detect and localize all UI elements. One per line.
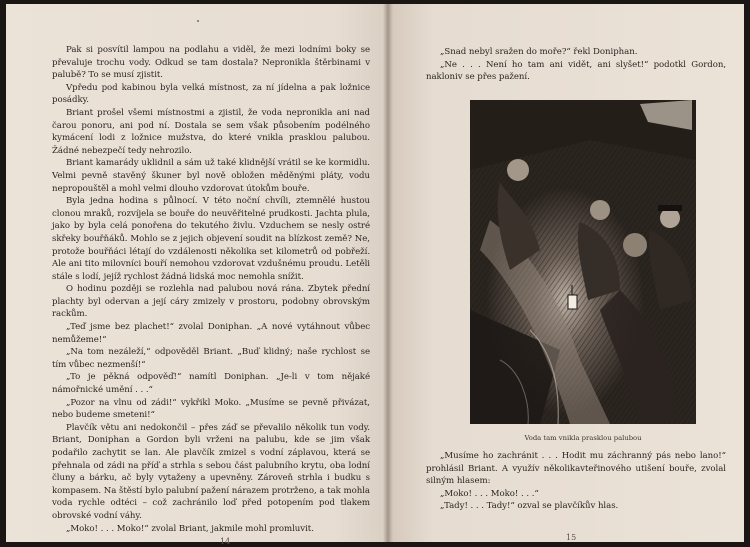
paragraph: O hodinu později se rozlehla nad palubou nová rána. Zbytek přední plachty byl odervan a její cáry zmizely v prostoru, podobny obrovským rackům. [52,284,370,320]
page-number-right: 15 [566,533,577,542]
paragraph: Vpředu pod kabinou byla velká místnost, za ní jídelna a pak ložnice posádky. [52,82,370,106]
paragraph: Briant prošel všemi místnostmi a zjistil, že voda nepronikla ani nad čarou ponoru, ani pod ní. Dostala se sem však působením podélného kymácení lodi z ložnice mužstva, do které vnikla prasklou palubou. Žádné nebezpečí tedy nehrozilo. [52,107,370,156]
book-spread [6,4,744,546]
paragraph: Plavčík větu ani nedokončil – přes záď se převalilo několik tun vody. Briant, Doniphan a Gordon byli vrženi na palubu, kde se jim však podařilo zachytit se lan. Ale plavčík zmizel s vodní záplavou, která se přehnala od zádi na příď a strhla s sebou část palubního krytu, oba lodní čluny a bárku, ač byly vytaženy a upevněny. Zároveň strhla i budku s kompasem. Na štěstí bylo palubní pažení nárazem protrženo, a tak mohla voda rychle odtéci – což zachránilo loď před potopením pod tlakem obrovské vodní váhy. [52,422,370,521]
right-page-bottom-text [426,450,726,513]
right-page [392,4,744,542]
paragraph: „Ne . . . Není ho tam ani vidět, ani slyšet!“ podotkl Gordon, nakloniv se přes pažení. [426,59,726,83]
page-number-left: 14 [220,537,231,546]
illustration-caption: Voda tam vnikla prasklou palubou [524,434,642,442]
paragraph: „To je pěkná odpověď!“ namítl Doniphan. „Je-li v tom nějaké námořnické umění . . .“ [52,372,370,396]
left-page [6,4,392,546]
paragraph: „Teď jsme bez plachet!“ zvolal Doniphan. „A nové vytáhnout vůbec nemůžeme!“ [52,322,370,345]
paragraph: „Snad nebyl sražen do moře?“ řekl Doniphan. [440,47,638,57]
paragraph: Byla jedna hodina s půlnocí. V této noční chvíli, ztemnělé hustou clonou mraků, rozvíjela se bouře do neuvěřitelné prudkosti. Jachta plula, jako by byla celá ponořena do tekutého živlu. Vzduchem se nesly ostré skřeky bouřňáků. Mohlo se z jejich objevení soudit na blízkost země? Ne, protože bouřňáci létají do vzdálenosti několika set kilometrů od pobřeží. Ale ani tito milovníci bouří nemohou vzdorovat vzdušnému proudu. Letěli stále s lodí, jejíž rychlost žádná lidská moc nemohla snížit. [52,196,370,282]
paragraph: Briant kamarády uklidnil a sám už také klidnější vrátil se ke kormidlu. Velmi pevně stavěný škuner byl nově obložen měděnými pláty, vodu nepropouštěl a mohl velmi dlouho vzdorovat útokům bouře. [52,158,370,194]
paragraph: „Moko! . . . Moko! . . .“ [440,488,539,499]
paragraph: „Musíme ho zachránit . . . Hodit mu záchranný pás nebo lano!“ prohlásil Briant. A využív několikavteřinového utišení bouře, zvolal silným hlasem: [426,451,726,487]
paragraph: „Tady! . . . Tady!“ ozval se plavčíkův hlas. [440,501,619,512]
engraving-illustration [470,100,696,424]
left-page-text [52,44,370,535]
right-page-top-text [426,46,726,84]
page-speck [197,20,199,22]
book-gutter [383,4,393,542]
paragraph: „Na tom nezáleží,“ odpověděl Briant. „Buď klidný; naše rychlost se tím vůbec nezmenší!“ [52,347,370,370]
paragraph: „Pozor na vlnu od zádi!“ vykřikl Moko. „Musíme se pevně přivázat, nebo budeme smeteni!“ [52,397,370,421]
paragraph: Pak si posvítil lampou na podlahu a viděl, že mezi lodními boky se převaluje trochu vody. Odkud se tam dostala? Nepronikla štěrbinami v palubě? To se musí zjistit. [52,45,370,81]
engraving-art [470,100,696,424]
paragraph: „Moko! . . . Moko!“ zvolal Briant, jakmile mohl promluvit. [66,523,314,534]
